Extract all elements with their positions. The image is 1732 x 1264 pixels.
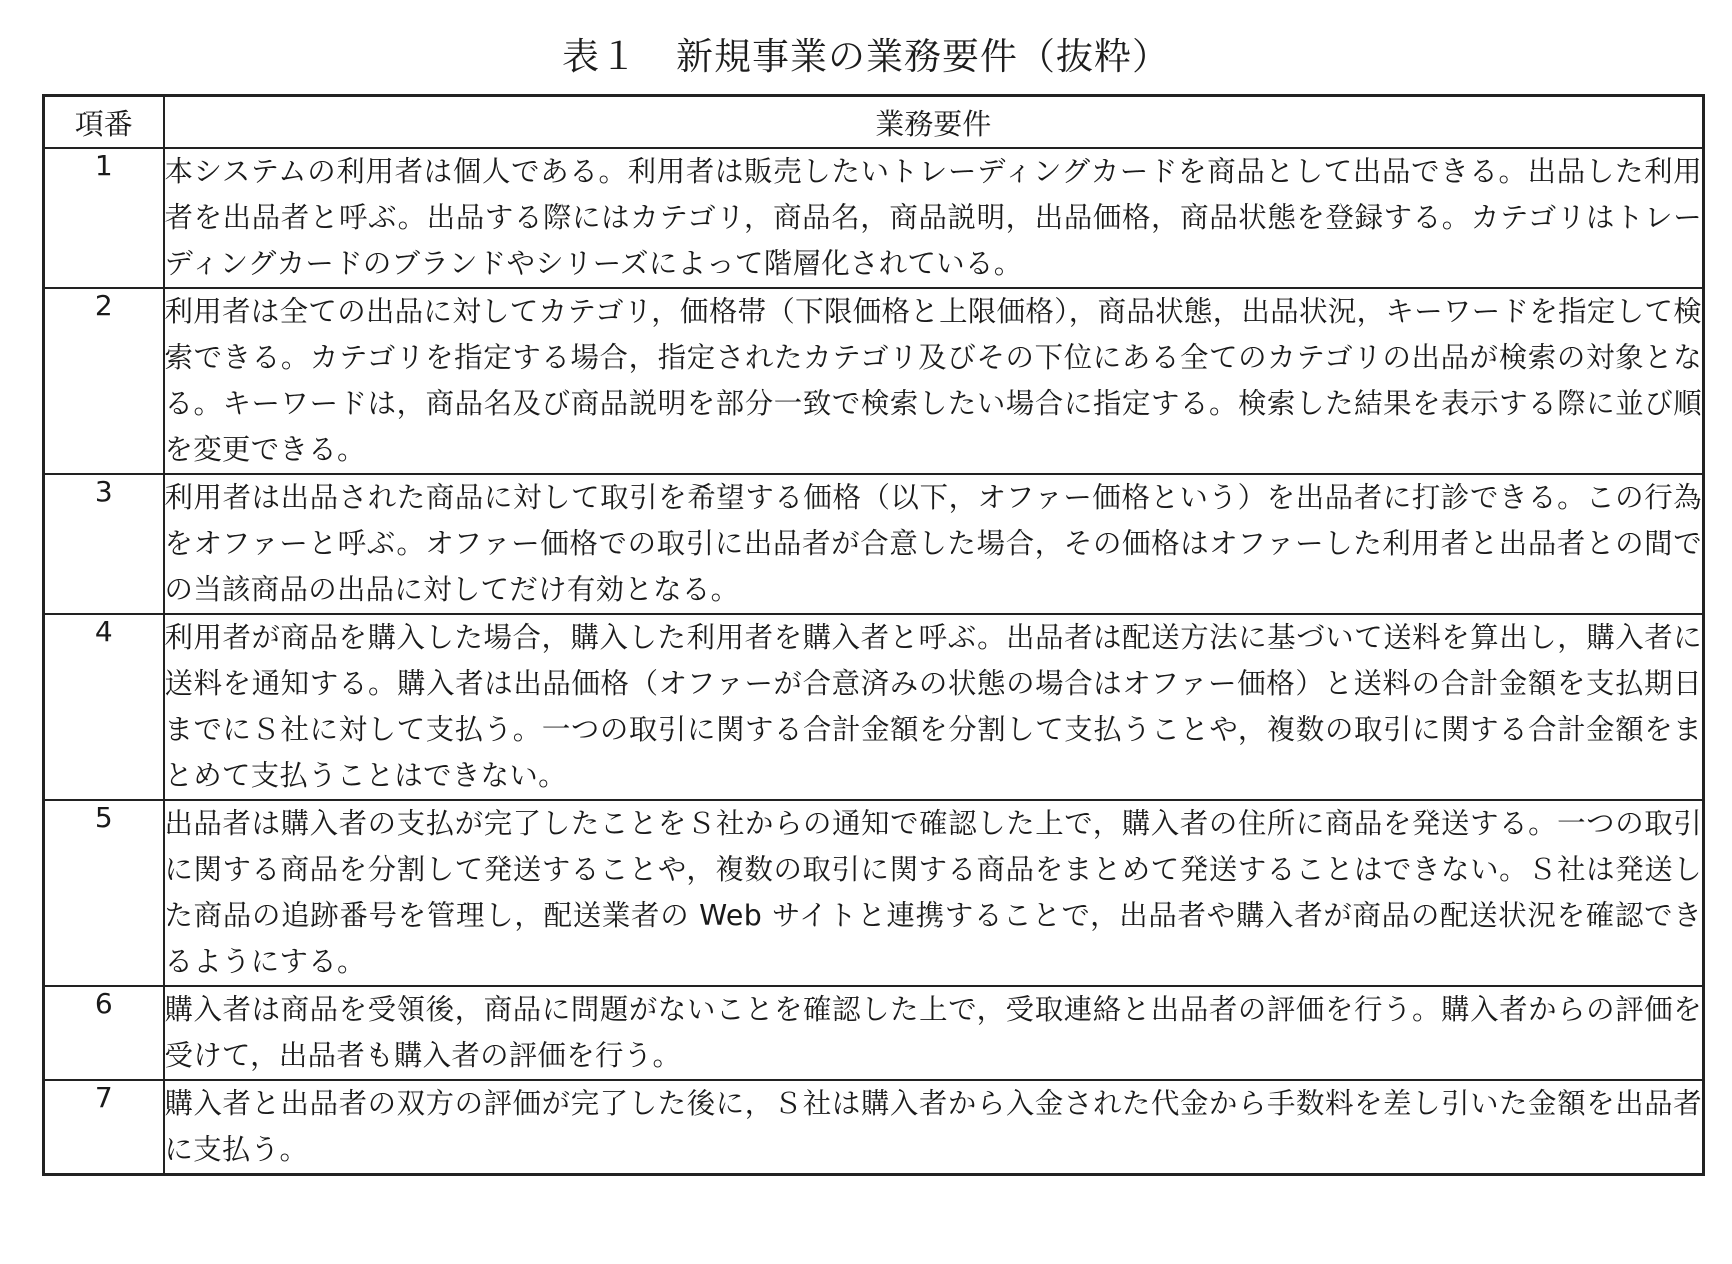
header-requirement: 業務要件 [164, 96, 1704, 149]
table-row [44, 474, 1704, 614]
row-requirement-text: 出品者は購入者の支払が完了したことをＳ社からの通知で確認した上で，購入者の住所に商品を発送する。一つの取引に関する商品を分割して発送することや，複数の取引に関する商品をまとめて発送することはできない。Ｓ社は発送した商品の追跡番号を管理し，配送業者の Web サイトと連携することで，出品者や購入者が商品の配送状況を確認できるようにする。 [164, 800, 1704, 986]
row-requirement-text: 購入者は商品を受領後，商品に問題がないことを確認した上で，受取連絡と出品者の評価を行う。購入者からの評価を受けて，出品者も購入者の評価を行う。 [164, 986, 1704, 1080]
row-number: 2 [44, 288, 164, 474]
row-number: 5 [44, 800, 164, 986]
table-row [44, 986, 1704, 1080]
row-requirement-text: 利用者は全ての出品に対してカテゴリ，価格帯（下限価格と上限価格），商品状態，出品状況，キーワードを指定して検索できる。カテゴリを指定する場合，指定されたカテゴリ及びその下位にある全てのカテゴリの出品が検索の対象となる。キーワードは，商品名及び商品説明を部分一致で検索したい場合に指定する。検索した結果を表示する際に並び順を変更できる。 [164, 288, 1704, 474]
row-requirement-text: 購入者と出品者の双方の評価が完了した後に，Ｓ社は購入者から入金された代金から手数料を差し引いた金額を出品者に支払う。 [164, 1080, 1704, 1175]
row-number: 1 [44, 148, 164, 288]
header-item-number: 項番 [44, 96, 164, 149]
row-number: 7 [44, 1080, 164, 1175]
row-requirement-text: 利用者が商品を購入した場合，購入した利用者を購入者と呼ぶ。出品者は配送方法に基づいて送料を算出し，購入者に送料を通知する。購入者は出品価格（オファーが合意済みの状態の場合はオファー価格）と送料の合計金額を支払期日までにＳ社に対して支払う。一つの取引に関する合計金額を分割して支払うことや，複数の取引に関する合計金額をまとめて支払うことはできない。 [164, 614, 1704, 800]
table-row [44, 288, 1704, 474]
table-header-row [44, 96, 1704, 149]
row-number: 6 [44, 986, 164, 1080]
table-row [44, 1080, 1704, 1175]
table-row [44, 614, 1704, 800]
row-requirement-text: 利用者は出品された商品に対して取引を希望する価格（以下，オファー価格という）を出品者に打診できる。この行為をオファーと呼ぶ。オファー価格での取引に出品者が合意した場合，その価格はオファーした利用者と出品者との間での当該商品の出品に対してだけ有効となる。 [164, 474, 1704, 614]
table-row [44, 800, 1704, 986]
table-row [44, 148, 1704, 288]
requirements-table [42, 94, 1705, 1176]
table-caption: 表１ 新規事業の業務要件（抜粋） [562, 35, 1170, 78]
row-number: 4 [44, 614, 164, 800]
row-number: 3 [44, 474, 164, 614]
row-requirement-text: 本システムの利用者は個人である。利用者は販売したいトレーディングカードを商品として出品できる。出品した利用者を出品者と呼ぶ。出品する際にはカテゴリ，商品名，商品説明，出品価格，商品状態を登録する。カテゴリはトレーディングカードのブランドやシリーズによって階層化されている。 [164, 148, 1704, 288]
